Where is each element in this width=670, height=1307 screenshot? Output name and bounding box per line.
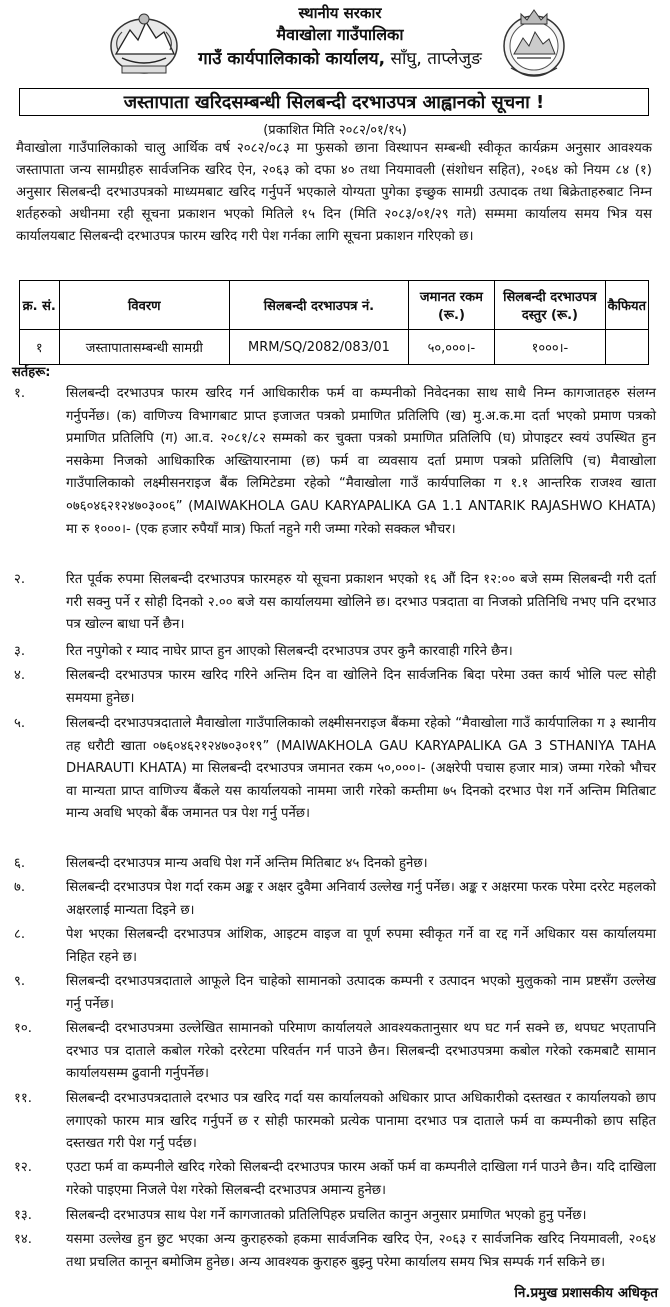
publication-date: (प्रकाशित मिति २०८२/०१/१५) (263, 123, 407, 138)
letterhead (0, 0, 670, 88)
cell-bid-bond: ५०,०००।- (408, 330, 494, 365)
term-text: सिलबन्दी दरभाउपत्र साथ पेश गर्ने कागजातको प्रतिलिपिहरु प्रचलित कानुन अनुसार प्रमाणित भएको हुनु पर्नेछ। (66, 1208, 587, 1223)
col-form-fee: सिलबन्दी दरभाउपत्र दस्तुर (रू.) (495, 281, 606, 330)
intro-paragraph: मैवाखोला गाउँपालिकाको चालु आर्थिक वर्ष २०८२/०८३ मा फुसको छाना विस्थापन सम्बन्धी स्वीकृत कार्यक्रम अनुसार आवश्यक जस्तापाता जन्य सामग्रीहरु सार्वजनिक खरिद ऐन, २०६३ को दफा ४० तथा नियमावली (संशोधन सहित), २०६४ को नियम ८४ (१) अनुसार सिलबन्दी दरभाउपत्रको माध्यमबाट खरिद गर्नुपर्ने भएकाले योग्यता पुगेका इच्छुक सामग्री उत्पादक तथा बिक्रेताहरुबाट निम्न शर्तहरुको अधीनमा रही सूचना प्रकाशन भएको मितिले १५ दिन (मिति २०८३/०१/२९ गते) सम्ममा कार्यालय समय भित्र यस कार्यालयबाट सिलबन्दी दरभाउपत्र फारम खरिद गरी पेश गर्नका लागि सूचना प्रकाशन गरिएको छ। (16, 141, 652, 244)
term-number: १२. (14, 1160, 32, 1175)
header-government: स्थानीय सरकार (298, 4, 382, 22)
term-number: ४. (14, 668, 26, 683)
term-text: सिलबन्दी दरभाउपत्रमा उल्लेखित सामानको परिमाण कार्यालयले आवश्यकतानुसार थप घट गर्न सक्ने छ, थपघट भएतापनि दरभाउ पत्र दाताले कबोल गरेको दररेटमा परिवर्तन गर्न पाउने छैन। सिलबन्दी दरभाउपत्रमा कबोल गरेको रकमबाटै सामान कार्यालयसम्म ढुवानी गर्नुपर्नेछ। (66, 1021, 656, 1082)
col-bid-number: सिलबन्दी दरभाउपत्र नं. (230, 281, 409, 330)
tender-table (19, 280, 649, 365)
term-text: सिलबन्दी दरभाउपत्रदाताले दरभाउ पत्र खरिद गर्दा यस कार्यालयको अधिकार प्राप्त अधिकारीको दस्तखत र कार्यालयको छाप लगाएको फारम मात्र खरिद गर्नुपर्ने छ र सोही फारमको प्रत्येक पानामा दरभाउ पत्र दाताले फर्म वा कम्पनीको छाप सहित दस्तखत गरी पेश गर्नु पर्दछ। (66, 1091, 656, 1152)
header-office-address: साँघु, ताप्लेजुङ (385, 49, 482, 69)
term-number: १०. (14, 1021, 32, 1036)
term-text: सिलबन्दी दरभाउपत्र फारम खरिद गर्न आधिकारीक फर्म वा कम्पनीको निवेदनका साथ साथै निम्न कागजातहरु संलग्न गर्नुपर्नेछ। (क) वाणिज्य विभागबाट प्राप्त इजाजत पत्रको प्रमाणित प्रतिलिपि (ख) मु.अ.क.मा दर्ता भएको प्रमाण पत्रको प्रमाणित प्रतिलिपि (ग) आ.व. २०८१/८२ सम्मको कर चुक्ता पत्रको प्रमाणित प्रतिलिपि (घ) प्रोपाइटर स्वयं उपस्थित हुन नसकेमा निजको आधिकारिक अख्तियारनामा (छ) फर्म वा व्यवसाय दर्ता प्रमाण पत्रको प्रतिलिपि (च) मैवाखोला गाउँपालिकाको लक्ष्मीसनराइज बैंक लिमिटेडमा रहेको “मैवाखोला गाउँ कार्यपालिका ग १.१ आन्तरिक राजश्व खाता ०७६०४६२१२४७०३००६” (MAIWAKHOLA GAU KARYAPALIKA GA 1.1 ANTARIK RAJASHWO KHATA) मा रु १०००।- (एक हजार रुपैयाँ मात्र) फिर्ता नहुने गरी जम्मा गरेको सक्कल भौचर। (66, 386, 656, 537)
municipality-seal-icon (501, 6, 567, 82)
table-row (20, 330, 649, 365)
term-number: ७. (14, 880, 26, 895)
term-text: रित पूर्वक रुपमा सिलबन्दी दरभाउपत्र फारमहरु यो सूचना प्रकाशन भएको १६ औं दिन १२:०० बजे सम्म सिलबन्दी गरी दर्ता गरी सक्नु पर्ने र सोही दिनको २.०० बजे यस कार्यालयमा खोलिने छ। दरभाउ पत्रदाता वा निजको प्रतिनिधि नभए पनि दरभाउ पत्र खोल्न बाधा पर्ने छैन। (66, 572, 656, 633)
term-number: ९. (14, 974, 26, 989)
term-text: यसमा उल्लेख हुन छुट भएका अन्य कुराहरुको हकमा सार्वजनिक खरिद ऐन, २०६३ र सार्वजनिक खरिद नियमावली, २०६४ तथा प्रचलित कानून बमोजिम हुनेछ। अन्य आवश्यक कुराहरु बुझ्नु परेमा कार्यालय समय भित्र सम्पर्क गर्न सकिने छ। (66, 1232, 656, 1270)
term-number: ३. (14, 644, 26, 659)
cell-description: जस्तापातासम्बन्धी सामग्री (59, 330, 230, 365)
table-header-row (20, 281, 649, 330)
terms-heading: सर्तहरू: (12, 365, 51, 380)
term-number: १. (14, 386, 26, 401)
col-serial: क्र. सं. (20, 281, 60, 330)
term-text: सिलबन्दी दरभाउपत्रदाताले मैवाखोला गाउँपालिकाको लक्ष्मीसनराइज बैंकमा रहेको “मैवाखोला गाउँ कार्यपालिका ग ३ स्थानीय तह धरौटी खाता ०७६०४६२१२४७०३०१९” (MAIWAKHOLA GAU KARYAPALIKA GA 3 STHANIYA TAHA DHARAUTI KHATA) मा सिलबन्दी दरभाउपत्र जमानत रकम ५०,०००।- (अक्षरेपी पचास हजार मात्र) जम्मा गरेको भौचर वा मान्यता प्राप्त वाणिज्य बैंकले यस कार्यालयको नाममा जारी गरेको कम्तीमा ७५ दिनको दरभाउ पेश गर्ने अन्तिम मितिबाट मान्य अवधि भएको बैंक जमानत पत्र पेश गर्नु पर्नेछ। (66, 716, 656, 822)
term-number: १३. (14, 1208, 32, 1223)
term-number: ५. (14, 716, 26, 731)
term-text: एउटा फर्म वा कम्पनीले खरिद गरेको सिलबन्दी दरभाउपत्र फारम अर्को फर्म वा कम्पनीले दाखिला गर्न पाउने छैन। यदि दाखिला गरेको पाइएमा निजले पेश गरेको सिलबन्दी दरभाउपत्र अमान्य हुनेछ। (66, 1160, 656, 1198)
nepal-emblem-icon (108, 10, 180, 76)
term-number: ८. (14, 927, 26, 942)
term-text: सिलबन्दी दरभाउपत्र मान्य अवधि पेश गर्ने अन्तिम मितिबाट ४५ दिनको हुनेछ। (66, 856, 428, 871)
term-number: १४. (14, 1232, 32, 1247)
col-description: विवरण (59, 281, 230, 330)
header-office (180, 51, 500, 68)
term-text: सिलबन्दी दरभाउपत्र पेश गर्दा रकम अङ्क र अक्षर दुवैमा अनिवार्य उल्लेख गर्नु पर्नेछ। अङ्क र अक्षरमा फरक परेमा दररेट महलको अक्षरलाई मान्यता दिइने छ। (66, 880, 656, 918)
term-number: २. (14, 572, 26, 587)
cell-serial: १ (20, 330, 60, 365)
notice-title: जस्तापाता खरिदसम्बन्धी सिलबन्दी दरभाउपत्र आह्वानको सूचना ! (19, 88, 649, 116)
col-remarks: कैफियत (605, 281, 648, 330)
header-office-name: गाउँ कार्यपालिकाको कार्यालय, (198, 49, 386, 69)
col-bid-bond: जमानत रकम (रू.) (408, 281, 494, 330)
term-text: सिलबन्दी दरभाउपत्र फारम खरिद गरिने अन्तिम दिन वा खोलिने दिन सार्वजनिक बिदा परेमा उक्त कार्य भोलि पल्ट सोही समयमा हुनेछ। (66, 668, 656, 706)
term-text: पेश भएका सिलबन्दी दरभाउपत्र आंशिक, आइटम वाइज वा पूर्ण रुपमा स्वीकृत गर्ने वा रद्द गर्ने अधिकार यस कार्यालयमा निहित रहने छ। (66, 927, 656, 965)
term-number: ११. (14, 1091, 32, 1106)
term-text: रित नपुगेको र म्याद नाघेर प्राप्त हुन आएको सिलबन्दी दरभाउपत्र उपर कुनै कारवाही गरिने छैन। (66, 644, 513, 659)
term-number: ६. (14, 856, 26, 871)
header-municipality: मैवाखोला गाउँपालिका (276, 25, 404, 44)
signatory-title: नि.प्रमुख प्रशासकीय अधिकृत (514, 1285, 658, 1301)
cell-form-fee: १०००।- (495, 330, 606, 365)
term-text: सिलबन्दी दरभाउपत्रदाताले आफूले दिन चाहेको सामानको उत्पादक कम्पनी र उत्पादन भएको मुलुकको नाम प्रष्टसँग उल्लेख गर्नु पर्नेछ। (66, 974, 656, 1012)
cell-bid-number: MRM/SQ/2082/083/01 (230, 330, 409, 365)
cell-remarks (605, 330, 648, 365)
